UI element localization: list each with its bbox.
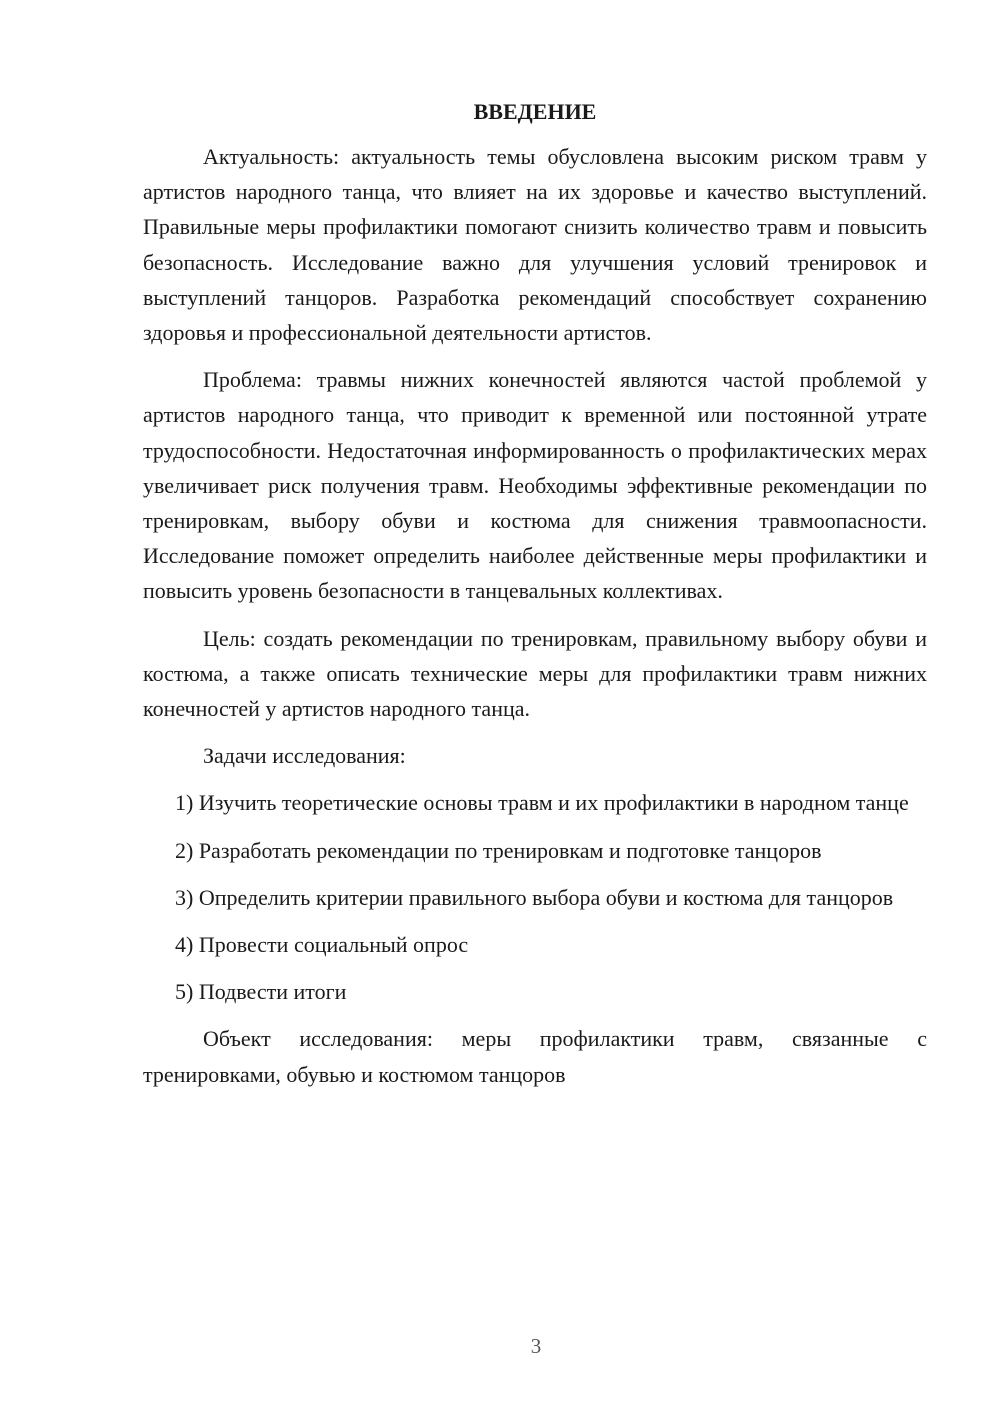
- task-item-5: 5) Подвести итоги: [175, 979, 347, 1005]
- paragraph-problem: Проблема: травмы нижних конечностей являются частой проблемой у артистов народного танца, что приводит к временной или постоянной утрате трудоспособности. Недостаточная информированность о профилактических мерах увеличивает риск получения травм. Необходимы эффективные рекомендации по тренировкам, выбору обуви и костюма для снижения травмоопасности. Исследование поможет определить наиболее действенные меры профилактики и повысить уровень безопасности в танцевальных коллективах.: [143, 367, 927, 604]
- tasks-heading: Задачи исследования:: [203, 743, 406, 769]
- paragraph-relevance: Актуальность: актуальность темы обусловлена высоким риском травм у артистов народного танца, что влияет на их здоровье и качество выступлений. Правильные меры профилактики помогают снизить количество травм и повысить безопасность. Исследование важно для улучшения условий тренировок и выступлений танцоров. Разработка рекомендаций способствует сохранению здоровья и профессиональной деятельности артистов.: [143, 144, 927, 346]
- paragraph-object: Объект исследования: меры профилактики травм, связанные с тренировками, обувью и костюмом танцоров: [143, 1026, 927, 1087]
- task-item-3: 3) Определить критерии правильного выбора обуви и костюма для танцоров: [175, 884, 894, 910]
- page-number: 3: [530, 1334, 542, 1358]
- task-item-1: 1) Изучить теоретические основы травм и их профилактики в народном танце: [175, 790, 909, 816]
- document-page: [143, 94, 927, 1104]
- task-item-2: 2) Разработать рекомендации по тренировкам и подготовке танцоров: [175, 837, 822, 863]
- paragraph-goal: Цель: создать рекомендации по тренировкам, правильному выбору обуви и костюма, а также описать технические меры для профилактики травм нижних конечностей у артистов народного танца.: [143, 625, 927, 722]
- task-item-4: 4) Провести социальный опрос: [175, 932, 469, 958]
- section-title: ВВЕДЕНИЕ: [473, 99, 597, 124]
